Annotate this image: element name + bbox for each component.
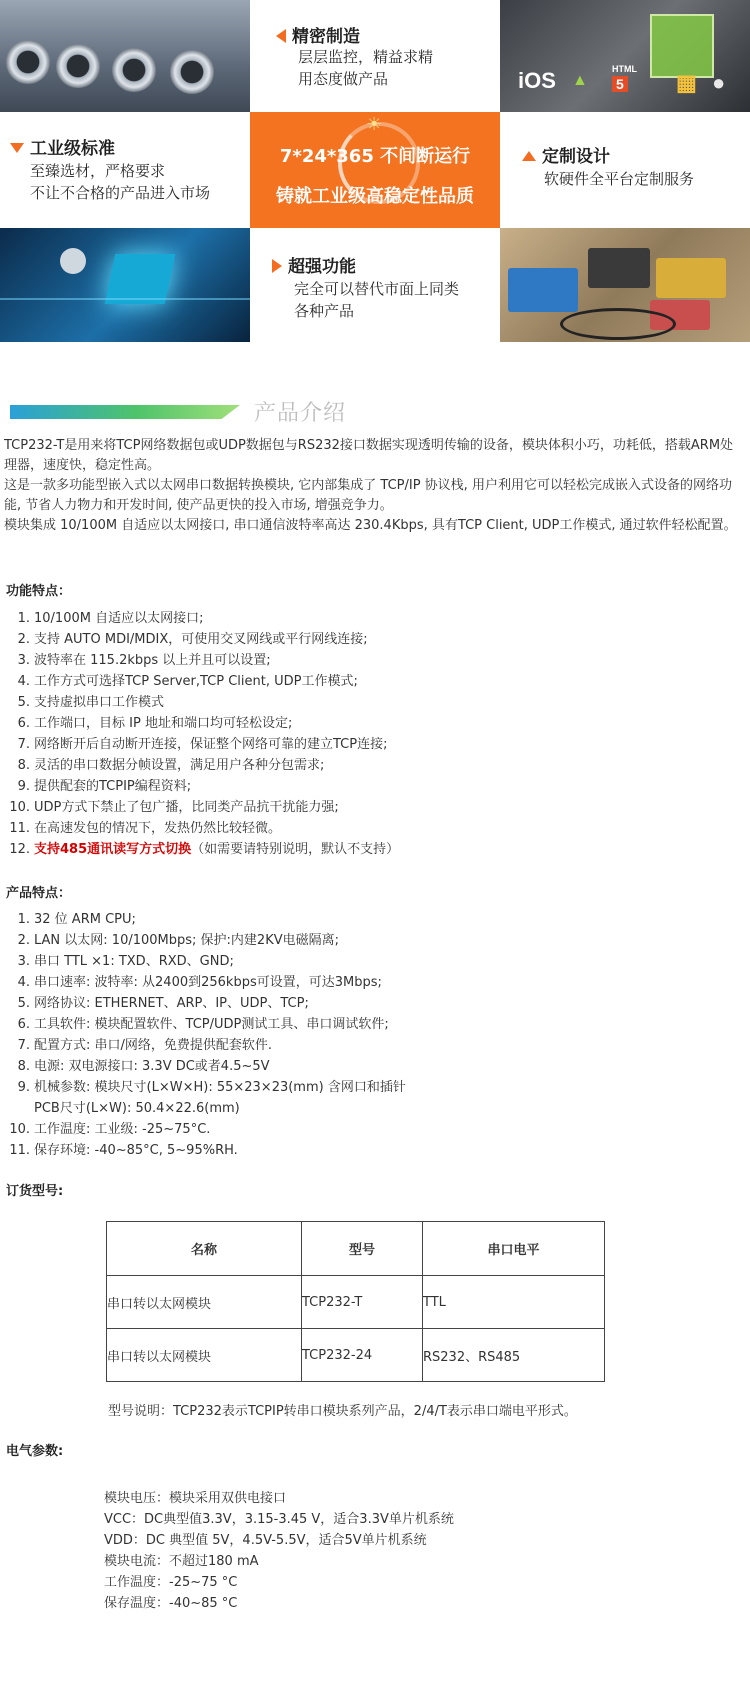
list-item: 3. 波特率在 115.2kbps 以上并且可以设置; [17,653,271,668]
android-icon: ▲ [572,72,588,89]
tile-power-line-2: 各种产品 [294,302,355,320]
electrical-line: 工作温度：-25~75 °C [104,1575,238,1590]
features-list [0,608,399,860]
device-blue [508,268,578,312]
html5-icon: 5 [612,76,628,92]
arrow-right-icon [272,259,282,273]
list-item: 5. 网络协议: ETHERNET、ARP、IP、UDP、TCP; [17,996,309,1011]
list-item: 1. 32 位 ARM CPU; [17,912,136,927]
list-item: 11. 保存环境: -40~85°C, 5~95%RH. [9,1143,238,1158]
devices-photo [500,228,750,342]
list-item: 6. 工具软件: 模块配置软件、TCP/UDP测试工具、串口调试软件; [17,1017,389,1032]
chip-graphic [650,14,714,78]
windows-icon: ▦ [676,70,697,95]
tile-industrial-line-2: 不让不合格的产品进入市场 [30,184,211,202]
intro-paragraph-3: 模块集成 10/100M 自适应以太网接口, 串口通信波特率高达 230.4Kbps, 具有TCP Client, UDP工作模式, 通过软件轻松配置。 [4,518,737,533]
tile-custom [500,112,750,228]
order-table [106,1221,605,1382]
electrical-line: 模块电压：模块采用双供电接口 [104,1491,287,1506]
list-item: 9. 机械参数: 模块尺寸(L×W×H): 55×23×23(mm) 含网口和插针 [17,1080,406,1095]
table-row [107,1329,605,1382]
list-item: 9. 提供配套的TCPIP编程资料; [17,779,192,794]
html-label: HTML [612,64,637,74]
electrical-params [104,1488,454,1614]
features-heading: 功能特点： [6,584,72,599]
tile-power-title: 超强功能 [272,252,356,277]
section-accent-bar [10,405,240,419]
electrical-line: VCC：DC典型值3.3V，3.15-3.45 V，适合3.3V单片机系统 [104,1512,454,1527]
table-cell: 串口转以太网模块 [107,1276,302,1329]
list-item: 10. UDP方式下禁止了包广播，比同类产品抗干扰能力强; [9,800,339,815]
arrow-down-icon [10,143,24,153]
list-item: 2. 支持 AUTO MDI/MDIX，可使用交叉网线或平行网线连接; [17,632,368,647]
tile-precision-line-1: 层层监控，精益求精 [298,48,434,66]
list-item: 6. 工作端口，目标 IP 地址和端口均可轻松设定; [17,716,293,731]
tile-industrial [0,112,250,228]
circuit-photo [0,228,250,342]
list-item: 4. 工作方式可选择TCP Server,TCP Client, UDP工作模式; [17,674,358,689]
table-header-level: 串口电平 [423,1222,605,1276]
chip-icon [105,254,176,304]
tile-industrial-title: 工业级标准 [10,134,115,159]
tile-precision-title: 精密制造 [276,22,360,47]
intro-paragraph-1: TCP232-T是用来将TCP网络数据包或UDP数据包与RS232接口数据实现透明传输的设备，模块体积小巧，功耗低，搭载ARM处理器，速度快，稳定性高。 [4,438,734,473]
camera-icon [60,248,86,274]
tile-industrial-line-1: 至臻选材，严格要求 [30,162,166,180]
highlight-text: 支持485通讯读写方式切换 [34,842,192,857]
electrical-heading: 电气参数: [6,1444,64,1459]
device-yellow [656,258,726,298]
electrical-line: VDD：DC 典型值 5V，4.5V-5.5V，适合5V单片机系统 [104,1533,427,1548]
feature-banner [0,0,750,342]
electrical-line: 保存温度：-40~85 °C [104,1596,238,1611]
list-item: 7. 网络断开后自动断开连接，保证整个网络可靠的建立TCP连接; [17,737,388,752]
list-item: 4. 串口速率: 波特率: 从2400到256kbps可设置，可达3Mbps; [17,975,382,990]
list-item: 8. 电源: 双电源接口: 3.3V DC或者4.5~5V [17,1059,270,1074]
tile-power-line-1: 完全可以替代市面上同类 [294,280,460,298]
list-item: 7. 配置方式: 串口/网络，免费提供配套软件. [17,1038,273,1053]
table-row [107,1276,605,1329]
tile-precision [250,0,500,112]
tile-precision-line-2: 用态度做产品 [298,70,389,88]
table-cell: TTL [423,1276,605,1329]
apple-icon: ● [712,70,726,95]
arrow-left-icon [276,29,286,43]
table-cell: 串口转以太网模块 [107,1329,302,1382]
product-heading: 产品特点： [6,886,72,901]
order-heading: 订货型号: [6,1184,64,1199]
ios-label: iOS [518,68,556,93]
section-title: 产品介绍 [254,401,347,426]
electrical-line: 模块电流：不超过180 mA [104,1554,259,1569]
list-item: 3. 串口 TTL ×1: TXD、RXD、GND; [17,954,234,969]
list-item: 12. 支持485通讯读写方式切换（如需要请特别说明，默认不支持） [9,842,400,857]
tile-custom-line-1: 软硬件全平台定制服务 [544,170,695,188]
tile-uptime-line-1: 7*24*365 不间断运行 [279,146,471,167]
list-item: 8. 灵活的串口数据分帧设置，满足用户各种分包需求; [17,758,325,773]
table-cell: RS232、RS485 [423,1329,605,1382]
list-item: 10. 工作温度: 工业级: -25~75°C. [9,1122,211,1137]
table-header-name: 名称 [107,1222,302,1276]
tile-uptime-line-2: 铸就工业级高稳定性品质 [276,186,474,207]
device-black [588,248,650,288]
table-cell: TCP232-T [302,1276,423,1329]
model-note: 型号说明：TCP232表示TCPIP转串口模块系列产品，2/4/T表示串口端电平形式。 [108,1404,577,1419]
sun-icon: ☀ [366,114,383,135]
list-item: 5. 支持虚拟串口工作模式 [17,695,165,710]
list-item: 2. LAN 以太网: 10/100Mbps; 保护:内建2KV电磁隔离; [17,933,339,948]
platforms-photo [500,0,750,112]
tile-power [250,228,500,342]
tile-custom-title: 定制设计 [522,142,610,167]
list-item: 11. 在高速发包的情况下，发热仍然比较轻微。 [9,821,282,836]
list-item: 1. 10/100M 自适应以太网接口; [17,611,204,626]
intro-paragraph-2: 这是一款多功能型嵌入式以太网串口数据转换模块, 它内部集成了 TCP/IP 协议栈, 用户利用它可以轻松完成嵌入式设备的网络功能, 节省人力物力和开发时间, 使产品更快的投入市场, 增强竞争力。 [4,478,732,513]
gauges-photo [0,0,250,112]
list-item: PCB尺寸(L×W): 50.4×22.6(mm) [34,1101,240,1116]
table-cell: TCP232-24 [302,1329,423,1382]
product-list [0,909,406,1161]
table-header-row [107,1222,605,1276]
trace-line [0,298,250,300]
tile-uptime [250,112,500,228]
table-header-model: 型号 [302,1222,423,1276]
cable-graphic [560,308,676,340]
arrow-up-icon [522,151,536,161]
